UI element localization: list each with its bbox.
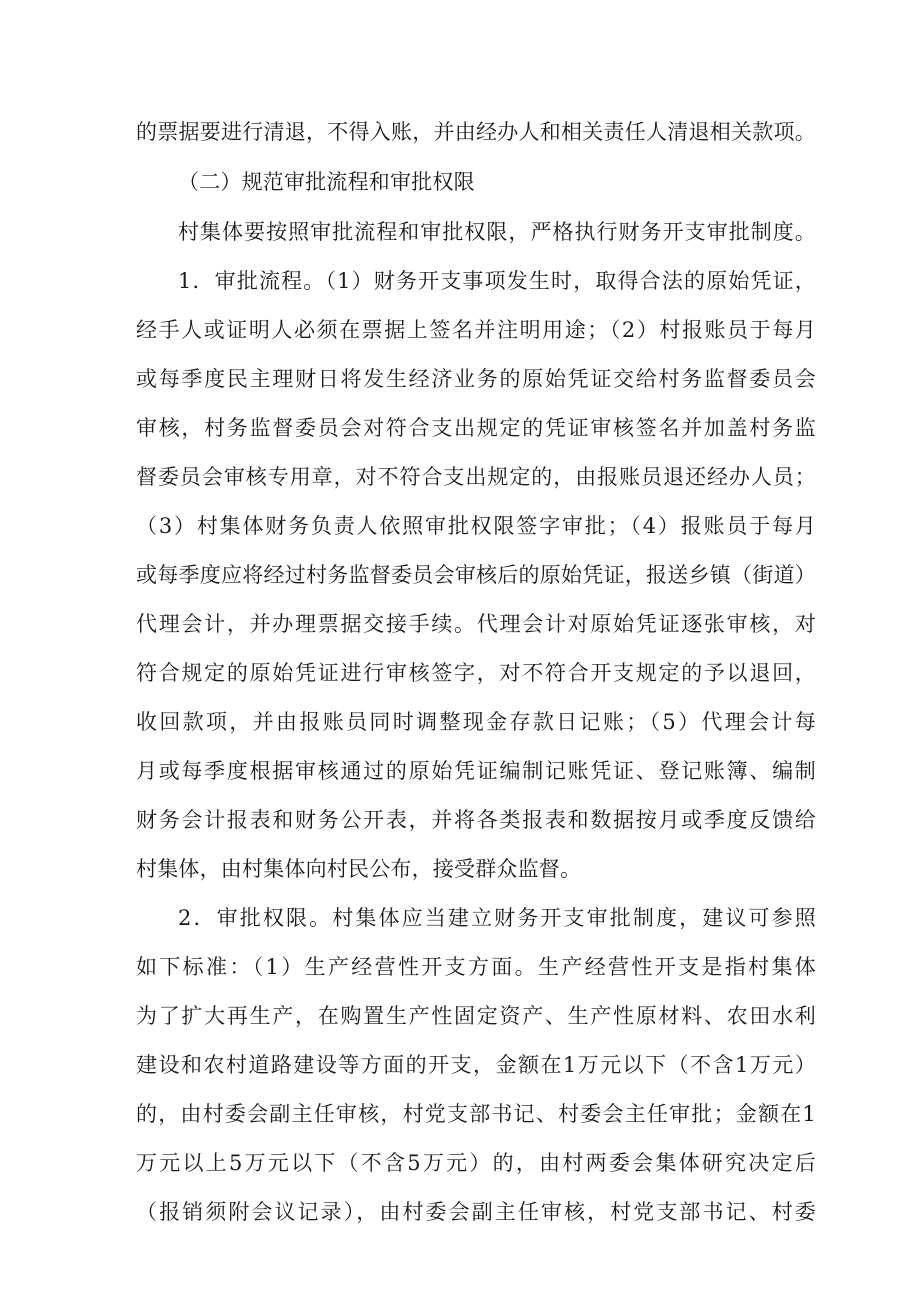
text-line: 如下标准：（1）生产经营性开支方面。生产经营性开支是指村集体 bbox=[136, 955, 816, 979]
text-line: （报销须附会议记录），由村委会副主任审核，村党支部书记、村委 bbox=[136, 1200, 816, 1224]
text-line: 或每季度应将经过村务监督委员会审核后的原始凭证，报送乡镇（街道） bbox=[136, 563, 816, 587]
text-line: 收回款项，并由报账员同时调整现金存款日记账；（5）代理会计每 bbox=[136, 710, 816, 734]
text-line: 建设和农村道路建设等方面的开支，金额在1万元以下（不含1万元） bbox=[136, 1053, 816, 1077]
text-line: 月或每季度根据审核通过的原始凭证编制记账凭证、登记账簿、编制 bbox=[136, 759, 816, 783]
paragraph-first-line: 村集体要按照审批流程和审批权限，严格执行财务开支审批制度。 bbox=[178, 220, 816, 244]
paragraph-first-line: 2．审批权限。村集体应当建立财务开支审批制度，建议可参照 bbox=[178, 906, 816, 930]
text-line: 的票据要进行清退，不得入账，并由经办人和相关责任人清退相关款项。 bbox=[136, 120, 816, 144]
text-line: 代理会计，并办理票据交接手续。代理会计对原始凭证逐张审核，对 bbox=[136, 612, 816, 636]
text-line: 符合规定的原始凭证进行审核签字，对不符合开支规定的予以退回， bbox=[136, 661, 816, 685]
section-heading: （二）规范审批流程和审批权限 bbox=[178, 170, 475, 194]
text-line: 经手人或证明人必须在票据上签名并注明用途；（2）村报账员于每月 bbox=[136, 318, 816, 342]
paragraph-first-line: 1．审批流程。（1）财务开支事项发生时，取得合法的原始凭证， bbox=[178, 269, 816, 293]
text-line: 或每季度民主理财日将发生经济业务的原始凭证交给村务监督委员会 bbox=[136, 367, 816, 391]
text-line: 财务会计报表和财务公开表，并将各类报表和数据按月或季度反馈给 bbox=[136, 808, 816, 832]
text-line: 审核，村务监督委员会对符合支出规定的凭证审核签名并加盖村务监 bbox=[136, 416, 816, 440]
text-line: 村集体，由村集体向村民公布，接受群众监督。 bbox=[136, 857, 582, 881]
text-line: 的，由村委会副主任审核，村党支部书记、村委会主任审批；金额在1 bbox=[136, 1102, 816, 1126]
text-line: 为了扩大再生产，在购置生产性固定资产、生产性原材料、农田水利 bbox=[136, 1004, 816, 1028]
text-line: 督委员会审核专用章，对不符合支出规定的，由报账员退还经办人员； bbox=[136, 465, 816, 489]
text-line: 万元以上5万元以下（不含5万元）的，由村两委会集体研究决定后 bbox=[136, 1151, 816, 1175]
text-line: （3）村集体财务负责人依照审批权限签字审批；（4）报账员于每月 bbox=[136, 514, 816, 538]
